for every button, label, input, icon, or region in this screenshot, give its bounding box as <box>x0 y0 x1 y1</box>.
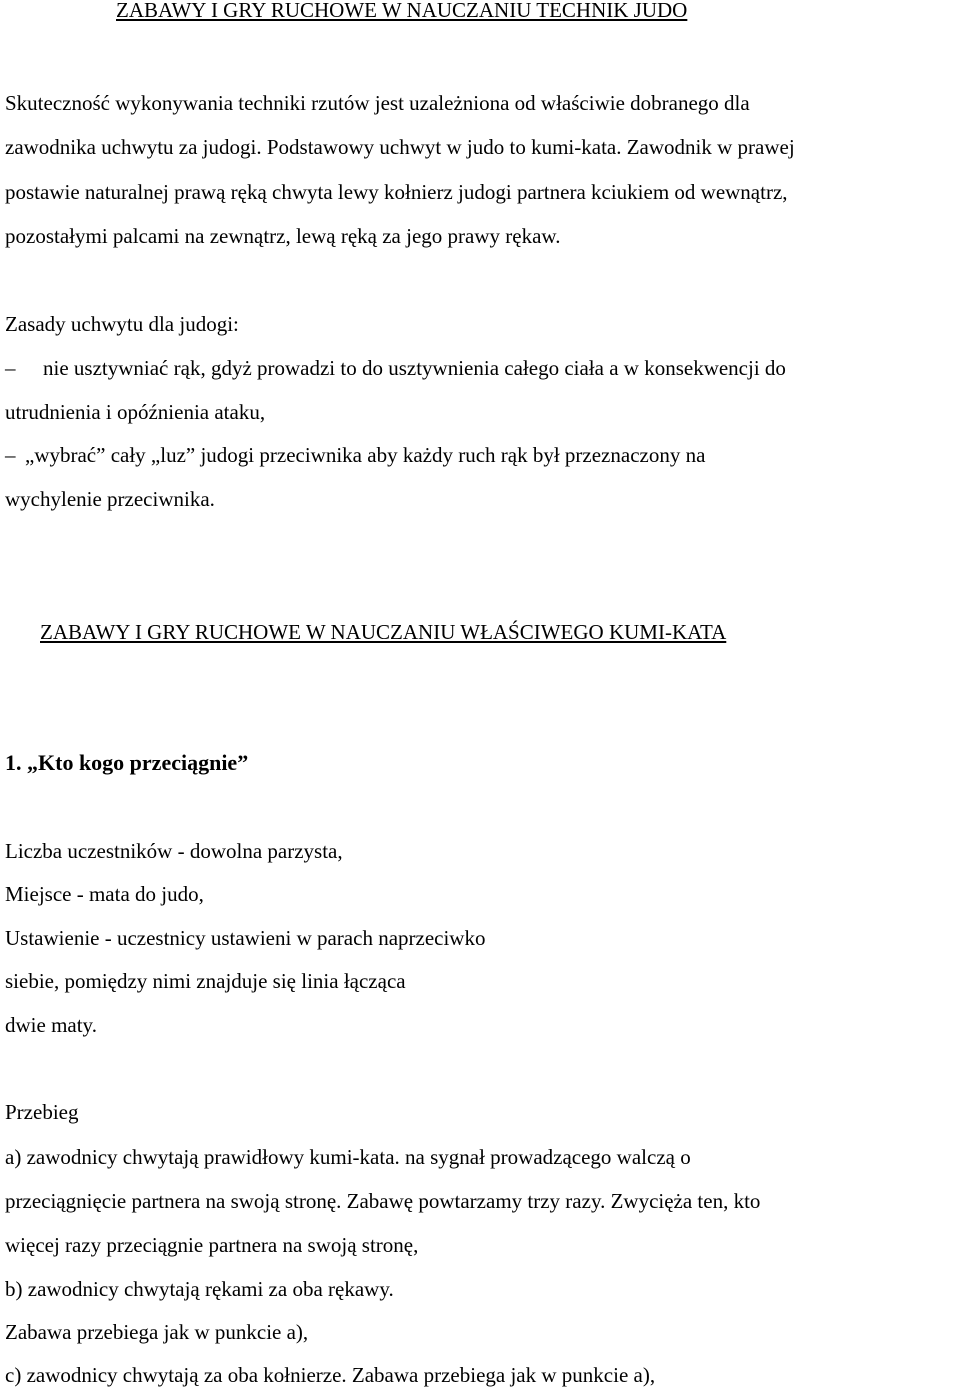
intro-line-1: Skuteczność wykonywania techniki rzutów jest uzależniona od właściwie dobranego dla <box>5 91 750 115</box>
setup-line-1: Liczba uczestników - dowolna parzysta, <box>5 839 343 863</box>
rules-item-2 <box>5 441 705 469</box>
rules-item-1-text: nie usztywniać rąk, gdyż prowadzi to do usztywnienia całego ciała a w konsekwencji do <box>43 356 786 380</box>
rules-item-1 <box>5 354 786 382</box>
intro-line-3: postawie naturalnej prawą ręką chwyta lewy kołnierz judogi partnera kciukiem od wewnątrz, <box>5 180 788 204</box>
intro-line-2: zawodnika uchwytu za judogi. Podstawowy uchwyt w judo to kumi-kata. Zawodnik w prawej <box>5 135 795 159</box>
section-subtitle: ZABAWY I GRY RUCHOWE W NAUCZANIU WŁAŚCIWEGO KUMI-KATA <box>40 620 727 644</box>
course-line-4: b) zawodnicy chwytają rękami za oba rękawy. <box>5 1277 394 1301</box>
rules-item-1-cont: utrudnienia i opóźnienia ataku, <box>5 400 266 424</box>
setup-line-4: siebie, pomiędzy nimi znajduje się linia łącząca <box>5 969 406 993</box>
course-line-2: przeciągnięcie partnera na swoją stronę. Zabawę powtarzamy trzy razy. Zwycięża ten, kto <box>5 1189 761 1213</box>
setup-line-5: dwie maty. <box>5 1013 97 1037</box>
rules-heading: Zasady uchwytu dla judogi: <box>5 312 239 336</box>
list-dash: – <box>5 356 16 380</box>
page-title: ZABAWY I GRY RUCHOWE W NAUCZANIU TECHNIK JUDO <box>116 0 688 22</box>
course-line-3: więcej razy przeciągnie partnera na swoją stronę, <box>5 1233 419 1257</box>
rules-item-2-text: „wybrać” cały „luz” judogi przeciwnika aby każdy ruch rąk był przeznaczony na <box>25 443 706 467</box>
rules-item-2-cont: wychylenie przeciwnika. <box>5 487 215 511</box>
course-line-5: Zabawa przebiega jak w punkcie a), <box>5 1320 309 1344</box>
setup-line-2: Miejsce - mata do judo, <box>5 882 204 906</box>
list-dash: – <box>5 443 16 467</box>
course-heading: Przebieg <box>5 1100 79 1124</box>
course-line-6: c) zawodnicy chwytają za oba kołnierze. Zabawa przebiega jak w punkcie a), <box>5 1363 656 1387</box>
game-heading: 1. „Kto kogo przeciągnie” <box>5 750 249 775</box>
intro-line-4: pozostałymi palcami na zewnątrz, lewą ręką za jego prawy rękaw. <box>5 224 561 248</box>
course-line-1: a) zawodnicy chwytają prawidłowy kumi-kata. na sygnał prowadzącego walczą o <box>5 1145 691 1169</box>
setup-line-3: Ustawienie - uczestnicy ustawieni w parach naprzeciwko <box>5 926 486 950</box>
